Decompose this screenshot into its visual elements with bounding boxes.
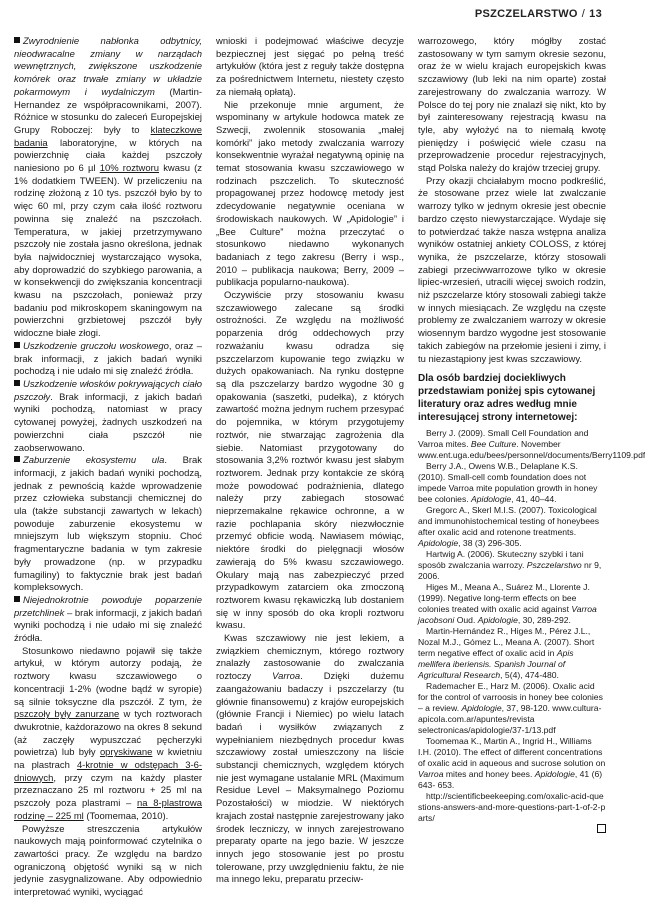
ref-italic: Apidologie [534, 769, 575, 780]
section-title: PSZCZELARSTWO [474, 8, 578, 20]
bullet-square-icon [14, 596, 20, 602]
ref-text: mites and honey bees. [443, 769, 535, 780]
ref-italic: Apidologie [477, 615, 518, 626]
italic-text: Varroa [272, 671, 301, 683]
ref-text: . November www.ent.uga.edu/bees/personnel/documents/Berry1109.pdf [418, 439, 645, 461]
reference-item [418, 681, 606, 736]
body-paragraph: Powyższe streszczenia artykułów naukowych mają poinformować czytelnika o zawartości pracy. Ze względu na bardzo ograniczoną objętość wyniki są w nich jedynie zasygnalizowane. Aby odpowiednio interpretować wyniki, wyciągać [14, 823, 202, 899]
ref-text: Oud. [454, 615, 478, 626]
ref-italic: Apidologie [471, 494, 512, 505]
references-heading: Dla osób bardziej dociekliwych przedstawiam poniżej spis cytowanej literatury oraz adres według mnie interesującej strony internetowej: [418, 373, 596, 424]
reference-link[interactable]: http://scientificbeekeeping.com/oxalic-acid-questions-answers-and-more-questions-part-1-of-2-parts/ [418, 791, 606, 824]
body-text: , przy czym na każdy plaster przeznaczano 25 ml roztworu + 25 ml na pszczoły poza plastrami – [14, 772, 202, 810]
bullet-square-icon [14, 456, 20, 462]
ref-text: Berry J. (2009). Small Cell Foundation and Varroa mites. [418, 428, 589, 450]
ref-text: Rademacher E., Harz M. (2006). Oxalic acid for the control of varroosis in honey bee colonies – a review. [418, 681, 603, 714]
reference-item [418, 428, 645, 461]
ref-italic: Apidologie [461, 703, 502, 714]
running-header [475, 8, 602, 20]
reference-item [418, 505, 606, 549]
bullet-lead: Zwyrodnienie nabłonka odbytnicy, nieodwracalne zmiany w narządach wewnętrznych, zwiększone uszkodzenie komórek oraz trwałe zmiany w układzie pokarmowym i wydalniczym [14, 36, 202, 98]
bullet-paragraph [14, 595, 202, 646]
body-text: kwasu (z 1% dodatkiem TWEEN). W przeliczeniu na rodzinę złożoną z 10 tys. pszczół było by to więc 60 ml, przy czym cała ilość roztworu powinna się znaleźć na pszczołach. Temperatura, w jakiej przetrzymywano pszczoły nie została jasno określona, jednak była najwidoczniej wystarczająco wysoka, aby doprowadzić do szybkiego parowania, a w konsekwencji do zwiększania koncentracji kwasu na pszczołach, ponieważ przy badaniu pod mikroskopem skaningowym na powierzchni grzbietowej pszczół były widoczne białe złogi. [14, 163, 203, 340]
ref-text: nr 9, 2006. [418, 560, 602, 582]
body-paragraph: Oczywiście przy stosowaniu kwasu szczawiowego zalecane są środki ostrożności. Ze względu na możliwość poparzenia dróg oddechowych przy rozważaniu kwasu odradza się pszczelarzom kupowanie tego związku w dużych opakowaniach. Na rynku dostępne są dla pszczelarzy bardzo wygodne 30 g opakowania (saszetki, pudełka), z których zawartość można jednym ruchem przesypać do pojemnika, w którym przygotujemy roztwór, nie stwarzając zagrożenia dla siebie. Natomiast przygotowany do stosowania 3,2% roztwór kwasu jest słabym roztworem. Jednak przy kontakcie ze skórą może powodować podrażnienia, dlatego należy przy zabiegach stosować nieprzemakalne rękawice ochronne, a w razie pochlapania skóry niezwłocznie przemyć obficie wodą. Nawiasem mówiąc, niektóre środki do pielęgnacji włosów zawierają do 5% kwasu szczawiowego. Okulary mają nas zabezpieczyć przed przypadkowym zatarciem oka zmoczoną roztworem kwasu rękawiczką lub dostaniem się w inny sposób do oka kropli roztworu kwasu. [216, 290, 404, 632]
reference-item [418, 626, 606, 681]
ref-italic: Apidologie [418, 538, 459, 549]
body-text: w kwietniu na plastrach [14, 747, 202, 772]
ref-text: , 5(4), 474-480. [500, 670, 559, 681]
underlined-text: 10% roztworu [99, 163, 159, 175]
bullet-square-icon [14, 342, 20, 348]
ref-italic: Bee Culture [470, 439, 517, 450]
article-end [418, 824, 606, 837]
body-paragraph: Przy okazji chciałabym mocno podkreślić, że stosowane przez wiele lat zwalczanie warrozy tylko w jednym okresie jest obecnie bardzo często niewystarczające. Wydaje się to potwierdzać także nasza wstępna analiza wyników ostatniej ankiety COLOSS, z której wynika, że pszczelarze, którzy stosowali zabiegi przeciwwarrozowe tylko w okresie lipiec-wrzesień, utracili więcej swoich rodzin, niż pszczelarze który stosowali zabiegi także w innych miesiącach. Ze względu na częste problemy ze zwalczaniem warrozy w okresie wiosennym bardzo wygodne jest stosowanie takich zabiegów na przełomie jesieni i zimy, i tu niezastąpiony jest kwas szczawiowy. [418, 175, 606, 365]
body-text: , oraz – brak informacji, z jakich badań wyniki pochodzą i nie udało mi się znaleźć źródła. [14, 340, 202, 378]
bullet-square-icon [14, 380, 20, 386]
ref-text: , 41, 40–44. [511, 494, 557, 505]
column-2 [216, 36, 405, 886]
bullet-lead: Uszkodzenie włosków pokrywających ciało pszczoły [14, 378, 202, 403]
body-paragraph: wnioski i podejmować właściwe decyzje bezpiecznej jest sięgać po pełną treść artykułów (która jest z reguły także dostępna za pośrednictwem Internetu, niestety często za niemałą opłatą). [216, 36, 404, 98]
body-paragraph: warrozowego, który mógłby zostać zastosowany w tym samym okresie sezonu, oraz że w wielu krajach europejskich kwas szczawiowy (lub leki na nim oparte) został zarejestrowany do zwalczania warrozy. W Polsce do tej pory nie znalazł się nikt, kto by był zainteresowany rejestracją kwasu na tyle, aby wyłożyć na to niemałą kwotę pieniędzy i poświęcić wiele czasu na przeprowadzenie procedur rejestracyjnych, stąd Polska należy do krajów trzeciej grupy. [418, 36, 606, 175]
column-3 [418, 36, 645, 852]
bullet-lead: Zaburzenie ekosystemu ula [23, 455, 165, 467]
header-separator: / [581, 8, 586, 20]
underlined-text: 4-krotnie w odstępach 3-6-dniowych [14, 760, 203, 784]
body-text: . Dzięki dużemu zaangażowaniu badaczy i pszczelarzy (tu głównie finansowemu) z krajów europejskich (głównie Francji i Niemiec) po wielu latach badań i wysiłków związanych z wypełnianiem niezbędnych procedur kwas szczawiowy został umieszczony na liście substancji chemicznych, względem których nie jest wymagane ustalanie MRL (Maximum Residue Level – Maksymalnego Poziomu Pozostałości) w miodzie. W niektórych krajach został następnie zarejestrowany jako środek leczniczy, w innych zarejestrowano preparaty oparte na jego bazie. W jeszcze innych jego stosowanie jest po prostu tolerowane, przy uwzględnieniu faktu, że nie ma innego leku, preparatu przeciw- [216, 671, 405, 886]
bullet-lead: Uszkodzenie gruczołu woskowego [23, 340, 169, 352]
body-text: w tych roztworach dwukrotnie, każdorazowo na okres 8 sekund (aż zaczęły wypuszczać pęcherzyki powietrza) lub były [14, 709, 202, 759]
ref-text: Toomemaa K., Martin A., Ingrid H., Williams I.H. (2010). The effect of different concentrations of oxalic acid in aqueous and sucrose solution on [418, 736, 606, 769]
body-text: (Toomemaa, 2010). [83, 810, 169, 822]
underlined-text: klateczkowe badania [14, 124, 202, 149]
reference-item [418, 549, 606, 582]
underlined-text: pszczoły były zanurzane [14, 709, 120, 721]
ref-text: , 41 (6) 643- 653. [418, 769, 603, 791]
ref-text: Higes M., Meana A., Suárez M., Llorente J. (1999). Negative long-term effects on bee colonies treated with oxalic acid against [418, 582, 590, 615]
ref-italic: Pszczelarstwo [526, 560, 582, 571]
body-paragraph: Nie przekonuje mnie argument, że wspominany w artykule hodowca matek ze Szwecji, zwolennik stosowania „małej komórki” jako metody zwalczania warrozy konsekwentnie wyrażał negatywną opinię na temat stosowania kwasu szczawiowego w rodzinach pszczelich. To skuteczność propagowanej przez hodowcę metody jest zdecydowanie negatywnie oceniana w środowiskach naukowych. W „Apidologie” i „Bee Culture” można przeczytać o stosunkowo niedawno wykonanych badaniach z tego zakresu (Berry i wsp., 2010 – publikacja naukowa; Berry, 2009 – publikacja popularno-naukowa). [216, 99, 404, 289]
underlined-text: opryskiwane [99, 747, 153, 759]
bullet-paragraph [14, 36, 202, 341]
column-1 [14, 36, 203, 899]
reference-item [418, 461, 606, 505]
body-text: (Martin-Hernandez ze współpracownikami, 2007). Różnice w stosunku do zaleceń Europejskiej Grupy Roboczej: były to [14, 86, 202, 136]
body-text: . Brak informacji, z jakich badań wyniki pochodzą, jednak z pewnością każde wprowadzenie przez człowieka substancji chemicznej do ula (także substancji zawartych w lekach) powoduje zaburzenie ekosystemu w mniejszym lub większym stopniu. Choć fragmentaryczne badania w tym zakresie były prowadzone (np. w przypadku fumagiliny) to faktycznie brak jest badań kompleksowych. [14, 455, 202, 594]
underlined-text: na 8-plastrowa rodzinę – 225 ml [14, 798, 202, 822]
ref-text: Martin-Hernández R., Higes M., Pérez J.L., Nozal M.J., Gómez L., Meana A. (2007). Short term negative effect of oxalic acid in [418, 626, 595, 659]
body-paragraph [14, 646, 202, 824]
bullet-paragraph [14, 341, 202, 379]
bullet-lead: Niejednokrotnie powoduje poparzenie przetchlinek [14, 594, 202, 619]
article-columns [14, 36, 645, 899]
ref-text: , 38 (3) 296-305. [458, 538, 522, 549]
bullet-paragraph [14, 455, 202, 595]
ref-text: Gregorc A., Skerl M.I.S. (2007). Toxicological and immunohistochemical testing of honeybees after oxalic acid and rotenone treatments. [418, 505, 600, 538]
reference-item [418, 582, 606, 626]
body-paragraph [216, 633, 404, 887]
page-number: 13 [589, 8, 602, 20]
body-text: – brak informacji, z jakich badań wyniki pochodzą i nie udało mi się znaleźć źródła. [14, 607, 202, 645]
bullet-paragraph [14, 379, 202, 455]
bullet-square-icon [14, 37, 20, 43]
ref-text: , 37, 98-120. www.cultura-apicola.com.ar/apuntes/revista selectronicas/apidologie/37-1/13.pdf [418, 703, 602, 736]
ref-text: Berry J.A., Owens W.B., Delaplane K.S. (2010). Small-cell comb foundation does not impede Varroa mite population growth in honey bee colonies. [418, 461, 598, 505]
body-text: Kwas szczawiowy nie jest lekiem, a związkiem chemicznym, którego roztwory znalazły zastosowanie do zwalczania roztoczy [216, 633, 404, 683]
reference-item [418, 736, 606, 791]
page-header [0, 2, 620, 30]
ref-italic: Varroa [418, 769, 444, 780]
ref-text: , 30, 289-292. [517, 615, 571, 626]
body-text: . Brak informacji, z jakich badań wyniki pochodzą, natomiast w pracy cytowanej powyżej, żadnych uszkodzeń na powierzchni ciała pszczół nie zaobserwowano. [14, 391, 202, 454]
ref-italic: Varroa jacobsoni [418, 604, 597, 626]
ref-text: Hartwig A. (2006). Skuteczny szybki i tani sposób zwalczania warrozy. [418, 549, 584, 571]
body-text: laboratoryjne, w których na powierzchnię ciała każdej pszczoły naniesiono po 6 µl [14, 137, 202, 175]
end-of-article-square-icon [597, 824, 606, 833]
ref-italic: Apis mellifera iberiensis. Spanish Journal of Agricultural Research [418, 648, 574, 681]
body-text: Stosunkowo niedawno pojawił się także artykuł, w którym autorzy podają, że roztwory kwasu szczawiowego o koncentracji 1-2% (wodne bądź w syropie) są silnie toksyczne dla pszczół. Z tym, że [14, 645, 202, 708]
